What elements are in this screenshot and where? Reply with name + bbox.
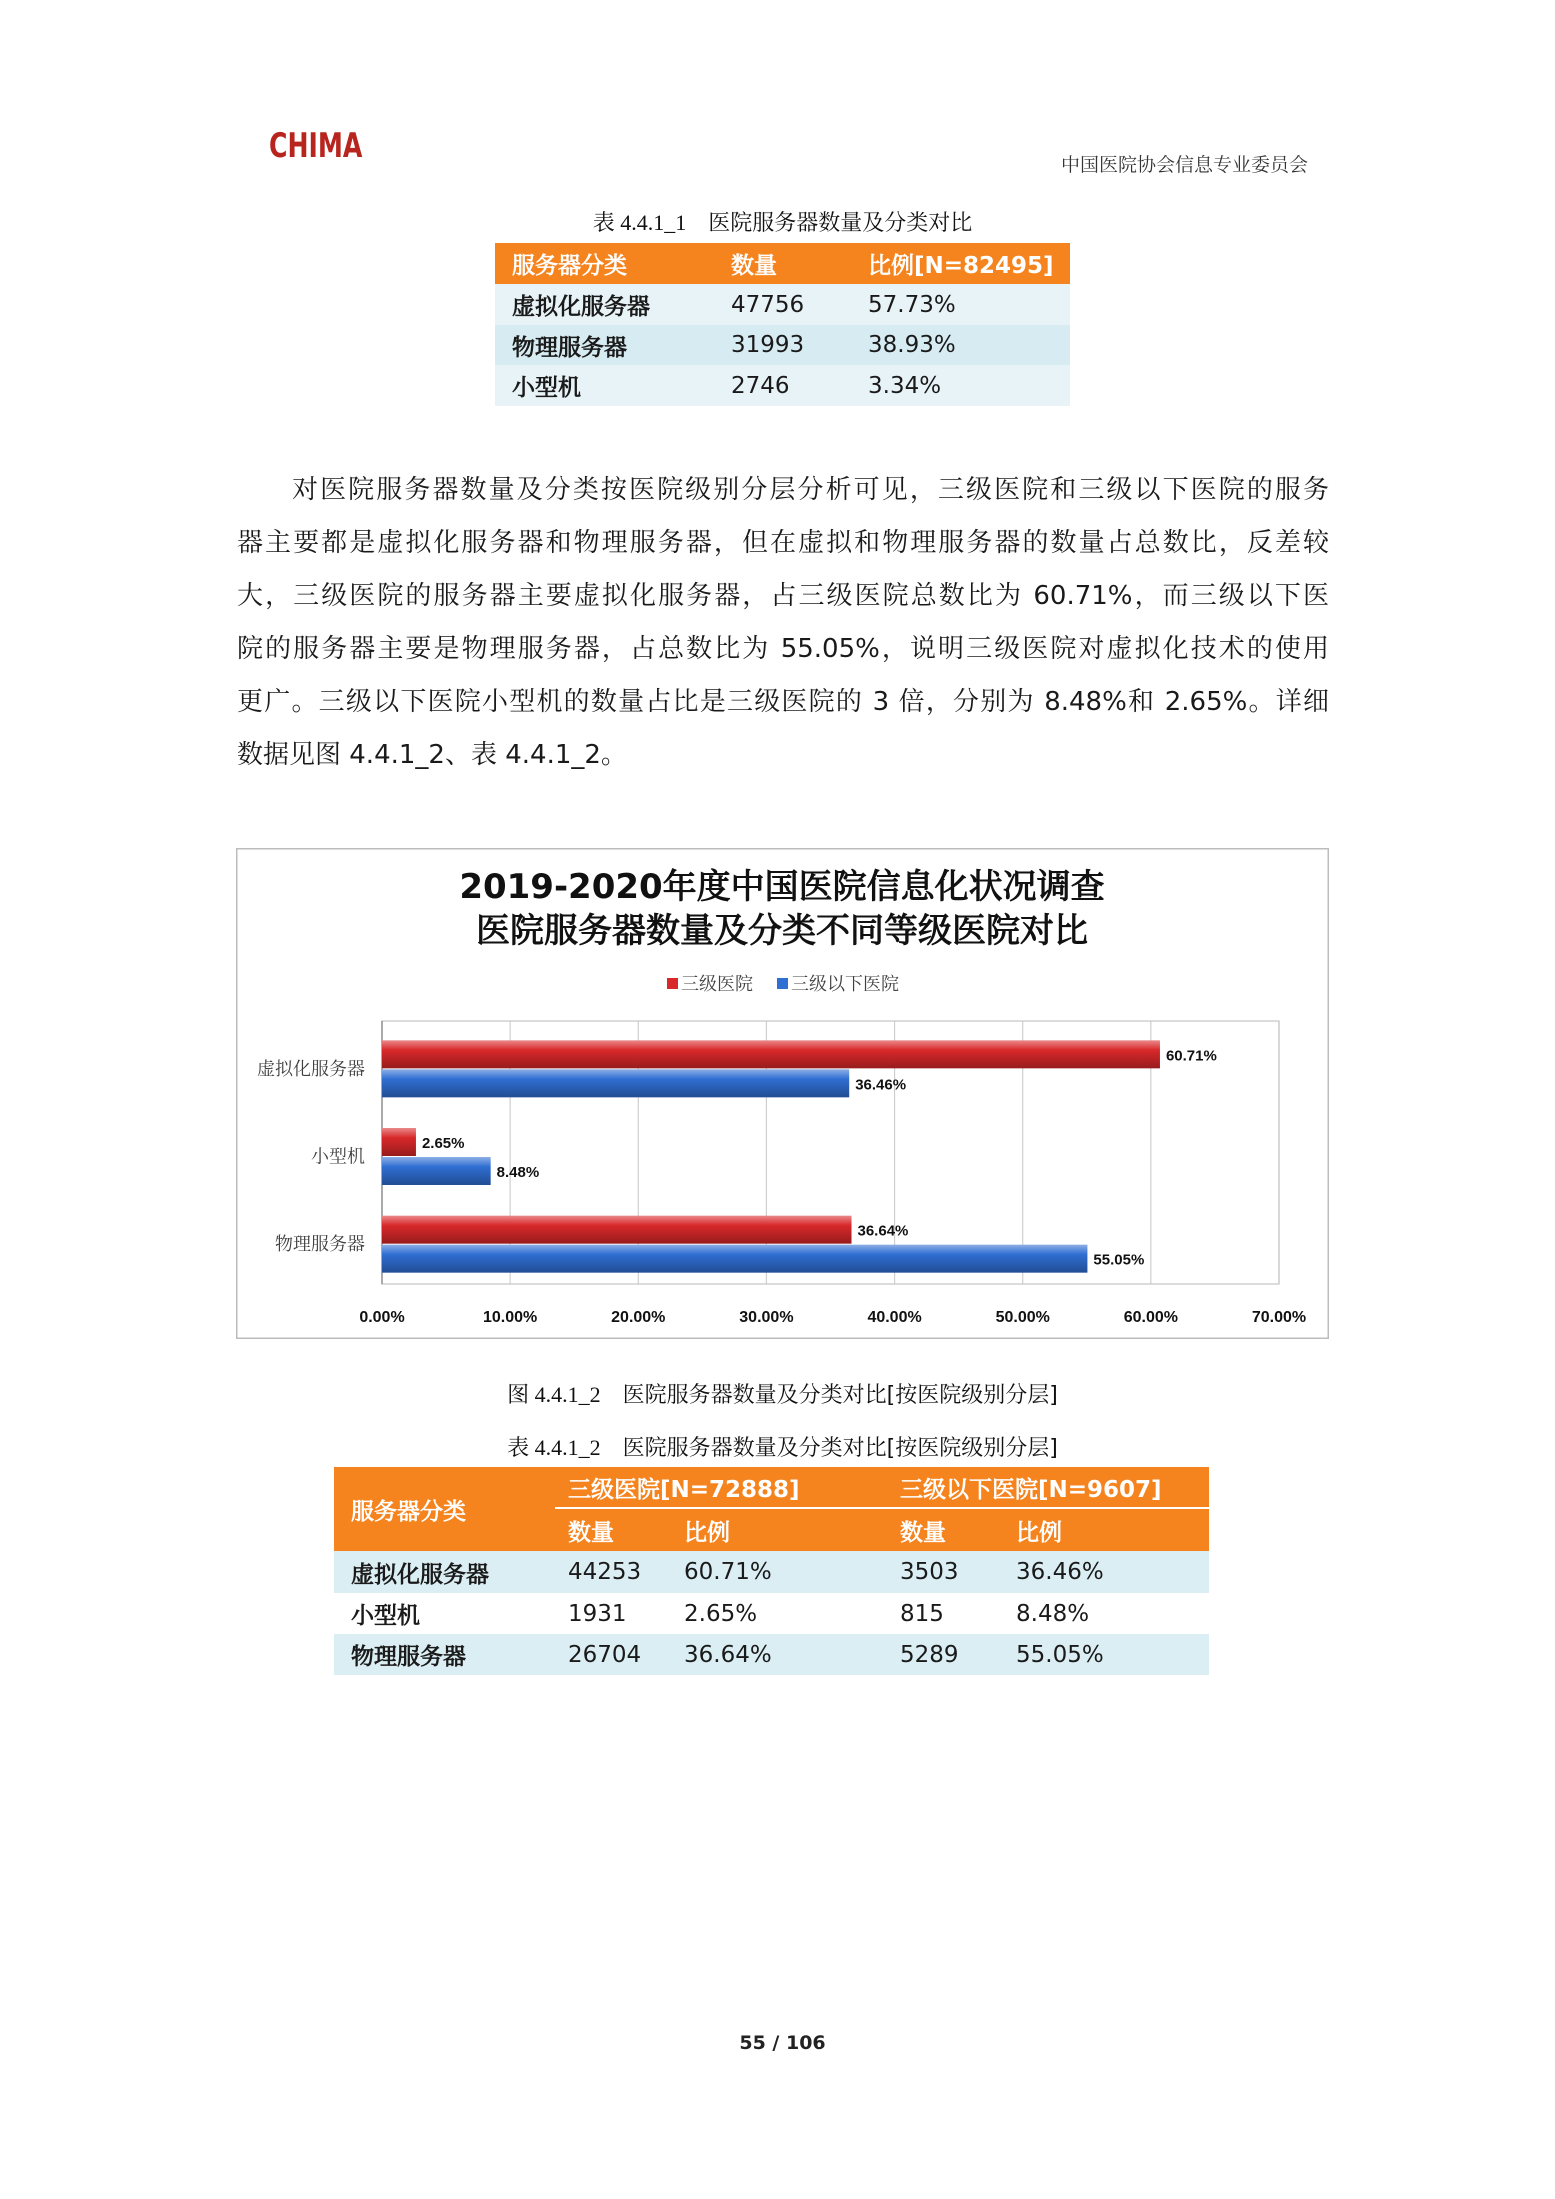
paragraph-line: 院的服务器主要是物理服务器，占总数比为 55.05%，说明三级医院对虚拟化技术的使用 [237,634,1329,664]
paragraph-line: 器主要都是虚拟化服务器和物理服务器，但在虚拟和物理服务器的数量占总数比，反差较 [237,528,1329,558]
legend-label-2: 三级以下医院 [791,974,899,995]
table2-group-below-tertiary: 三级以下医院[N=9607] [887,1467,1209,1509]
table2-cell: 1931 [555,1593,671,1634]
table2-cell: 815 [887,1593,1003,1634]
legend-label-1: 三级医院 [681,974,753,995]
table2-subheader-ratio: 比例 [1003,1509,1209,1551]
legend-swatch-2 [777,978,788,989]
paragraph-line: 对医院服务器数量及分类按医院级别分层分析可见，三级医院和三级以下医院的服务 [292,475,1329,505]
category-label: 物理服务器 [275,1234,365,1256]
legend-swatch-1 [667,978,678,989]
table2-cell: 5289 [887,1634,1003,1675]
category-label: 虚拟化服务器 [257,1058,365,1080]
table2-cell: 55.05% [1003,1634,1209,1675]
chart-subtitle: 医院服务器数量及分类不同等级医院对比 [476,911,1088,951]
data-label: 8.48% [496,1164,540,1181]
figure-caption-label: 图 4.4.1_2 [507,1382,601,1407]
x-tick-label: 70.00% [1251,1309,1307,1326]
table2-subheader-ratio: 比例 [671,1509,887,1551]
chima-logo: CHIMA [269,126,363,166]
paragraph-line: 大，三级医院的服务器主要虚拟化服务器，占三级医院总数比为 60.71%，而三级以下医 [237,581,1329,611]
table2-caption-title: 医院服务器数量及分类对比[按医院级别分层] [622,1436,1058,1461]
bar-series-2-category-2 [382,1157,491,1185]
table2-cell: 60.71% [671,1551,887,1593]
bar-series-1-category-1 [382,1040,1160,1068]
data-label: 60.71% [1165,1047,1217,1065]
table1-caption-title: 医院服务器数量及分类对比 [708,211,973,236]
x-tick-label: 50.00% [995,1309,1050,1326]
table1-cell-count: 47756 [714,284,851,325]
table2-row-label: 虚拟化服务器 [334,1551,555,1593]
data-label: 2.65% [421,1135,465,1152]
organization-name: 中国医院协会信息专业委员会 [1060,154,1308,176]
table2-header-category: 服务器分类 [334,1467,555,1551]
table2-cell: 26704 [555,1634,671,1675]
table1-caption-label: 表 4.4.1_1 [592,210,687,235]
server-comparison-chart [236,848,1329,1339]
data-label: 36.64% [857,1222,909,1240]
paragraph-line: 更广。三级以下医院小型机的数量占比是三级医院的 3 倍，分别为 8.48%和 2.65%。详细 [237,687,1329,717]
table1-cell-count: 2746 [714,365,851,406]
x-tick-label: 0.00% [359,1309,405,1326]
x-tick-label: 10.00% [483,1309,538,1326]
table2-cell: 36.64% [671,1634,887,1675]
table1-cell-ratio: 38.93% [851,325,1070,365]
server-category-by-level-table [334,1467,1209,1675]
x-tick-label: 30.00% [739,1309,794,1326]
category-label: 小型机 [311,1146,365,1168]
table2-cell: 8.48% [1003,1593,1209,1634]
x-tick-label: 60.00% [1123,1309,1178,1326]
x-tick-label: 20.00% [611,1309,666,1326]
table1-row-label: 虚拟化服务器 [495,284,714,325]
bar-series-2-category-3 [382,1245,1087,1273]
table1-header-ratio: 比例[N=82495] [851,243,1070,284]
table1-header-count: 数量 [714,243,851,284]
table1-cell-ratio: 57.73% [851,284,1070,325]
table1-row-label: 小型机 [495,365,714,406]
table1-cell-count: 31993 [714,325,851,365]
paragraph-line: 数据见图 4.4.1_2、表 4.4.1_2。 [237,740,627,770]
table1-header-category: 服务器分类 [495,243,714,284]
table2-row-label: 小型机 [334,1593,555,1634]
table2-caption-label: 表 4.4.1_2 [507,1435,601,1460]
table2-caption [236,1435,1329,1462]
server-category-table [495,243,1070,406]
table2-subheader-count: 数量 [887,1509,1003,1551]
x-tick-label: 40.00% [867,1309,922,1326]
table2-group-tertiary: 三级医院[N=72888] [555,1467,887,1509]
data-label: 36.46% [855,1076,907,1094]
table2-cell: 2.65% [671,1593,887,1634]
table2-cell: 3503 [887,1551,1003,1593]
table2-row-label: 物理服务器 [334,1634,555,1675]
chart-title: 2019-2020年度中国医院信息化状况调查 [459,867,1105,907]
figure-caption [236,1382,1329,1409]
table1-cell-ratio: 3.34% [851,365,1070,406]
data-label: 55.05% [1093,1251,1145,1269]
table1-caption [236,210,1329,237]
table2-cell: 44253 [555,1551,671,1593]
body-paragraph [237,464,1329,782]
page-number: 55 / 106 [739,2032,826,2054]
table2-cell: 36.46% [1003,1551,1209,1593]
chart-svg [236,848,1329,1339]
table1-row-label: 物理服务器 [495,325,714,365]
bar-series-2-category-1 [382,1069,849,1097]
bar-series-1-category-3 [382,1216,852,1244]
table2-subheader-count: 数量 [555,1509,671,1551]
bar-series-1-category-2 [382,1128,416,1156]
figure-caption-title: 医院服务器数量及分类对比[按医院级别分层] [622,1383,1058,1408]
